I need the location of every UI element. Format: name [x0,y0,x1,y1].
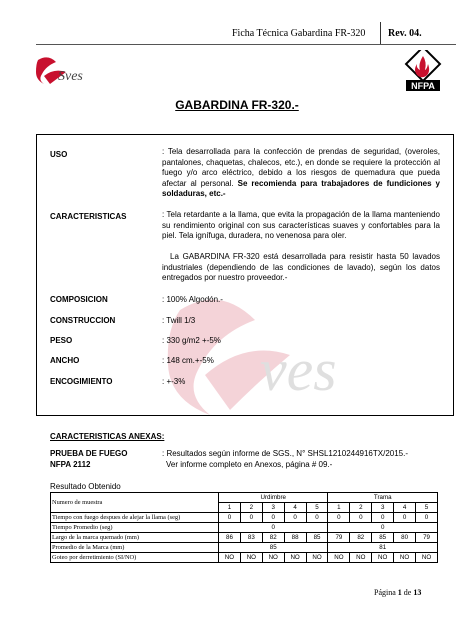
header-title: Ficha Técnica Gabardina FR-320 [232,28,366,39]
table-cell: 0 [219,523,328,533]
table-cell: NO [284,553,306,563]
table-cell: 0 [306,513,328,523]
peso-value: : 330 g/m2 +-5% [162,336,221,345]
nfpa-text: NFPA [411,81,435,91]
informe-reference: Ver informe completo en Anexos, página # 09.- [166,460,333,469]
row-label: Largo de la marca quemado (mm) [51,533,219,543]
composicion-label: COMPOSICION [50,295,108,304]
table-cell: 0 [372,513,394,523]
table-cell: 0 [219,513,241,523]
uso-recommendation: Se recomienda para trabajadores de fundiciones y soldaduras, etc.- [162,178,440,198]
encogimiento-label: ENCOGIMIENTO [50,377,113,386]
ancho-value: : 148 cm.+-5% [162,356,214,365]
results-title: Resultado Obtenido [50,482,121,491]
document-title: GABARDINA FR-320.- [175,98,299,112]
table-cell: 5 [306,503,328,513]
logo-text: Sves [58,69,83,84]
table-cell: NO [219,553,241,563]
table-row [51,553,438,563]
nfpa-2112-label: NFPA 2112 [50,460,91,469]
page-number: Página 1 de 13 [374,588,422,597]
peso-label: PESO [50,336,73,345]
table-cell: 83 [240,533,262,543]
table-cell: 2 [350,503,372,513]
table-cell: 79 [416,533,438,543]
company-logo [34,50,94,90]
trama-header: Trama [328,493,438,503]
table-cell: 0 [416,513,438,523]
table-cell: 1 [328,503,350,513]
table-cell: NO [240,553,262,563]
row-label: Promedio de la Marca (mm) [51,543,219,553]
table-cell: 80 [394,533,416,543]
table-cell: 3 [262,503,284,513]
table-cell: NO [394,553,416,563]
table-cell: 2 [240,503,262,513]
caracteristicas-label: CARACTERISTICAS [50,212,127,221]
table-row [51,533,438,543]
table-cell: NO [306,553,328,563]
table-cell: 4 [284,503,306,513]
prueba-fuego-value: : Resultados según informe de SGS., N° SHSL1210244916TX/2015.- [162,449,409,458]
row-label: Goteo por derretimiento (SI/NO) [51,553,219,563]
uso-text: : Tela desarrollada para la confección de prendas de seguridad, (overoles, pantalones, chaquetas, chalecos, etc.), en donde se requiere la protección al fuego y/o arco eléctrico, debido a los riesgos de quemadura que pueda afectar al personal. Se recomienda para trabajadores de fundiciones y soldaduras, etc.- [162,147,440,198]
anexas-title: CARACTERISTICAS ANEXAS: [50,432,165,441]
table-cell: NO [328,553,350,563]
table-cell: 3 [372,503,394,513]
caracteristicas-text: : Tela retardante a la llama, que evita la propagación de la llama manteniendo su rendimiento original con sus características suaves y confortables para la piel. Tela ignífuga, duradera, no venenosa para oler. [162,210,440,240]
table-cell: 81 [328,543,438,553]
table-cell: 85 [306,533,328,543]
table-cell: 86 [219,533,241,543]
table-cell: 5 [416,503,438,513]
table-row [51,543,438,553]
table-cell: 0 [328,513,350,523]
table-cell: 0 [394,513,416,523]
revision-label: Rev. 04. [388,28,422,39]
composicion-value: : 100% Algodón.- [162,295,223,304]
table-cell: NO [262,553,284,563]
table-cell: 0 [240,513,262,523]
table-cell: 85 [372,533,394,543]
header-rule [36,44,456,45]
header-divider [380,22,381,44]
table-row [51,513,438,523]
table-cell: 4 [394,503,416,513]
table-cell: 0 [262,513,284,523]
table-cell: 88 [284,533,306,543]
table-cell: NO [416,553,438,563]
table-row [51,493,438,503]
table-row [51,523,438,533]
encogimiento-value: : +-3% [162,377,186,386]
svg-text:ves: ves [260,337,337,403]
table-cell: 0 [328,523,438,533]
table-cell: NO [350,553,372,563]
construccion-value: : Twill 1/3 [162,316,196,325]
table-cell: 0 [284,513,306,523]
row-label: Tiempo Promedio (seg) [51,523,219,533]
table-cell: 82 [262,533,284,543]
results-table [50,492,438,563]
ancho-label: ANCHO [50,356,80,365]
table-header-muestra: Numero de muestra [51,493,219,513]
construccion-label: CONSTRUCCION [50,316,116,325]
table-cell: NO [372,553,394,563]
table-cell: 85 [219,543,328,553]
caracteristicas-text-2: La GABARDINA FR-320 está desarrollada para resistir hasta 50 lavados industriales (dependiendo de las condiciones de lavado), según los datos entregados por nuestro proveedor.- [162,252,440,282]
table-cell: 1 [219,503,241,513]
table-cell: 79 [328,533,350,543]
row-label: Tiempo con fuego despues de alejar la llama (seg) [51,513,219,523]
nfpa-logo [400,50,446,94]
uso-label: USO [50,150,68,159]
prueba-fuego-label: PRUEBA DE FUEGO [50,449,128,458]
table-cell: 82 [350,533,372,543]
urdimbre-header: Urdimbre [219,493,328,503]
table-cell: 0 [350,513,372,523]
